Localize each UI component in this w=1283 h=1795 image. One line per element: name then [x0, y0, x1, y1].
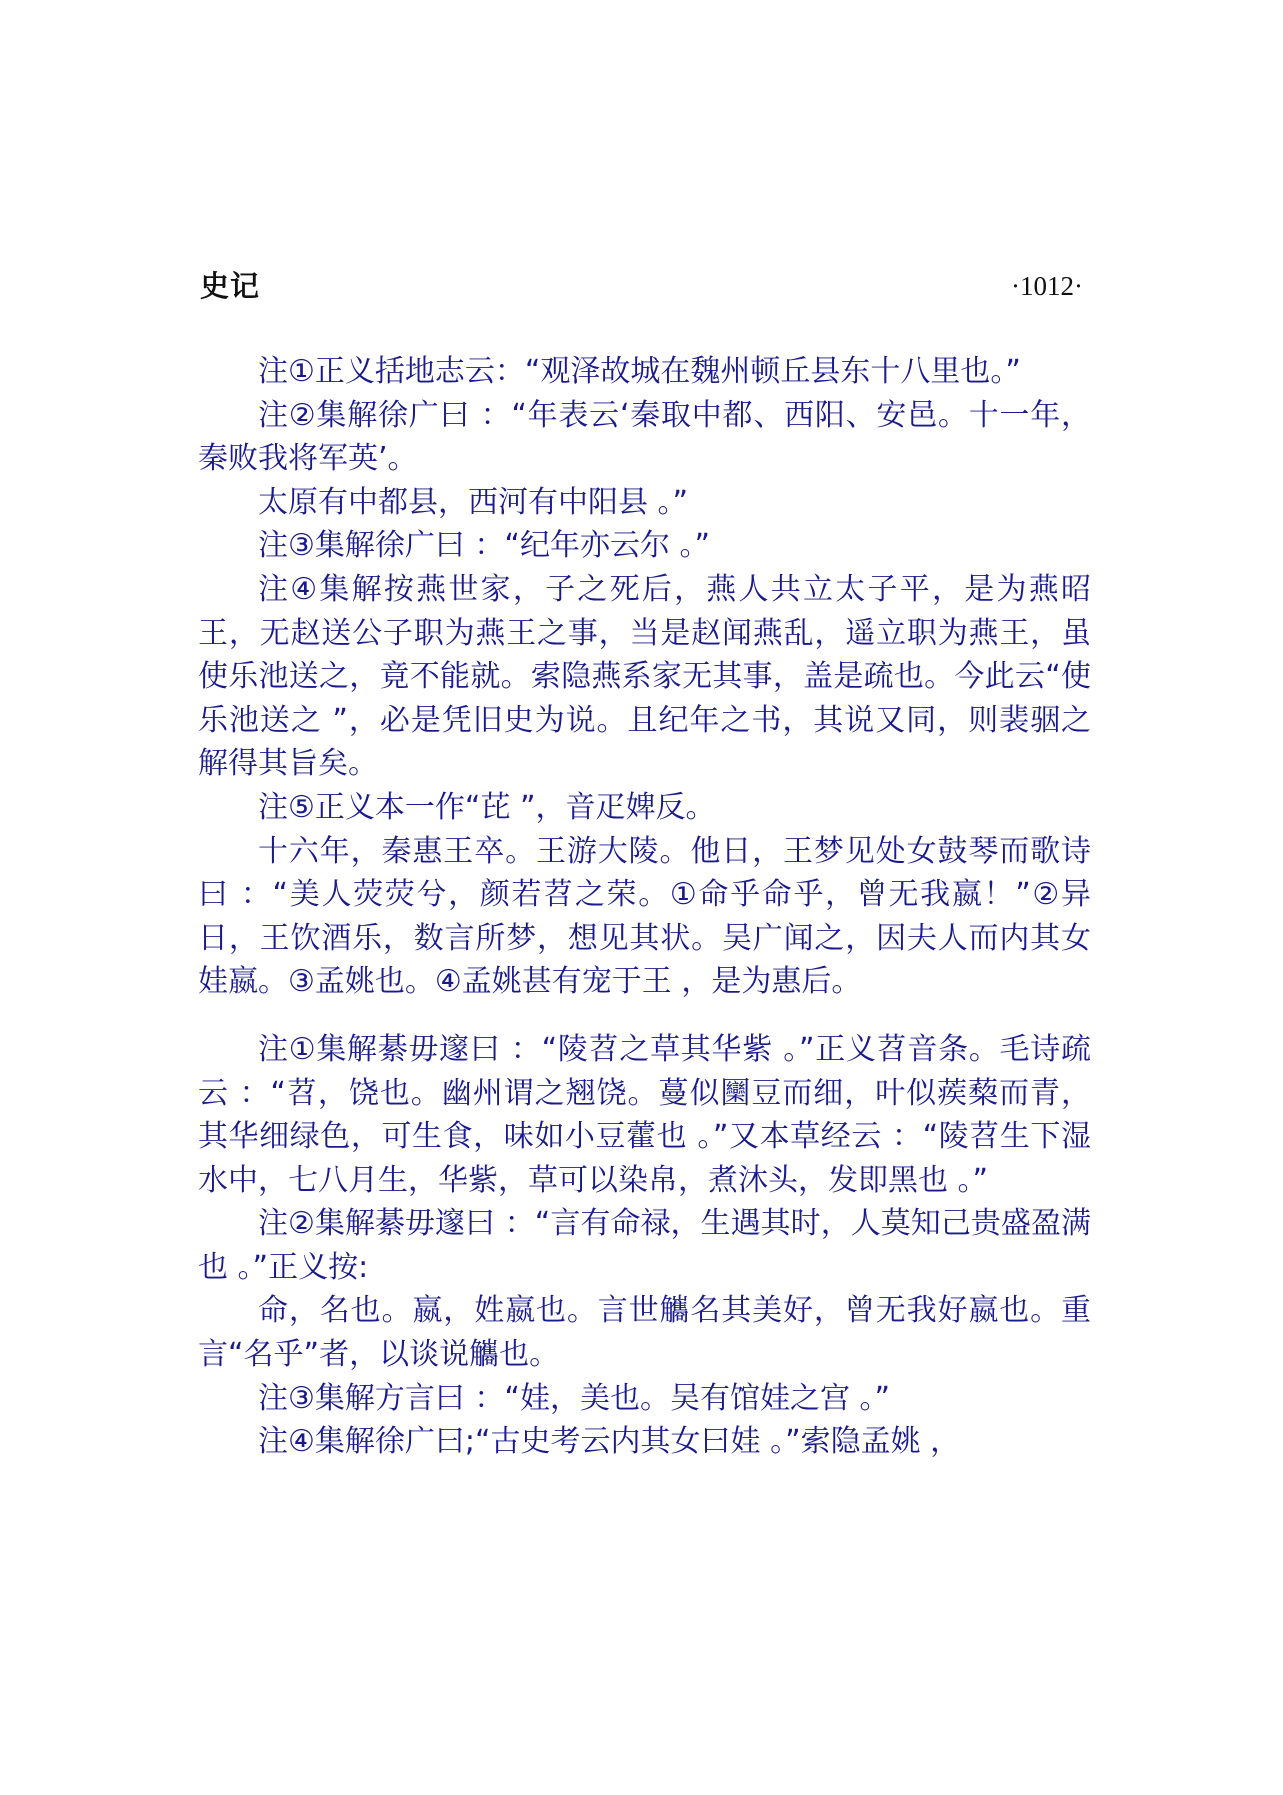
- paragraph: 注①正义括地志云：“观泽故城在魏州顿丘县东十八里也。”: [258, 354, 1021, 389]
- page-number: ·1012·: [1011, 271, 1083, 301]
- paragraph: 注②集解綦毋邃曰 ：“言有命禄，生遇其时，人莫知己贵盛盈满也 。”正义按:: [198, 1206, 1091, 1285]
- paragraph: 注③集解方言曰 ：“娃，美也。吴有馆娃之宫 。”: [258, 1380, 891, 1416]
- body-text: [198, 350, 1091, 1464]
- paragraph: 注③集解徐广曰 ：“纪年亦云尔 。”: [258, 528, 711, 564]
- page-header: [200, 266, 1083, 306]
- paragraph: 太原有中都县，西河有中阳县 。”: [258, 484, 689, 520]
- paragraph: 十六年，秦惠王卒。王游大陵。他日，王梦见处女鼓琴而歌诗曰 ：“美人荧荧兮，颜若苕之荣。①命乎命乎，曾无我嬴！”②异日，王饮酒乐，数言所梦，想见其状。吴广闻之，因夫人而内其女娃嬴。③孟姚也。④孟姚甚有宠于王 ，是为惠后。: [198, 833, 1091, 1000]
- book-title: 史记: [200, 269, 261, 303]
- paragraph: 注②集解徐广曰 ：“年表云‘秦取中都、西阳、安邑。十一年，秦败我将军英’。: [198, 397, 1091, 477]
- paragraph: 注④集解按燕世家，子之死后，燕人共立太子平，是为燕昭王，无赵送公子职为燕王之事，当是赵闻燕乱，遥立职为燕王，虽使乐池送之，竟不能就。索隐燕系家无其事，盖是疏也。今此云“使乐池送之 ”，必是凭旧史为说。且纪年之书，其说又同，则裴骃之解得其旨矣。: [198, 571, 1091, 782]
- paragraph: 注①集解綦毋邃曰 ：“陵苕之草其华紫 。”正义苕音条。毛诗疏云 ：“苕，饶也。幽州谓之翘饶。蔓似圞豆而细，叶似蒺蔾而青，其华细绿色，可生食，味如小豆藿也 。”又本草经云 ：“陵苕生下湿水中，七八月生，华紫，草可以染帛，煮沐头，发即黑也 。”: [198, 1031, 1091, 1198]
- paragraph: 注⑤正义本一作“芘 ”，音疋婢反。: [258, 789, 716, 825]
- paragraph: 命，名也。嬴，姓嬴也。言世觿名其美好，曾无我好嬴也。重言“名乎”者，以谈说觿也。: [198, 1293, 1091, 1373]
- paragraph: 注④集解徐广曰;“古史考云内其女曰娃 。”索隐孟姚 ，: [258, 1424, 961, 1460]
